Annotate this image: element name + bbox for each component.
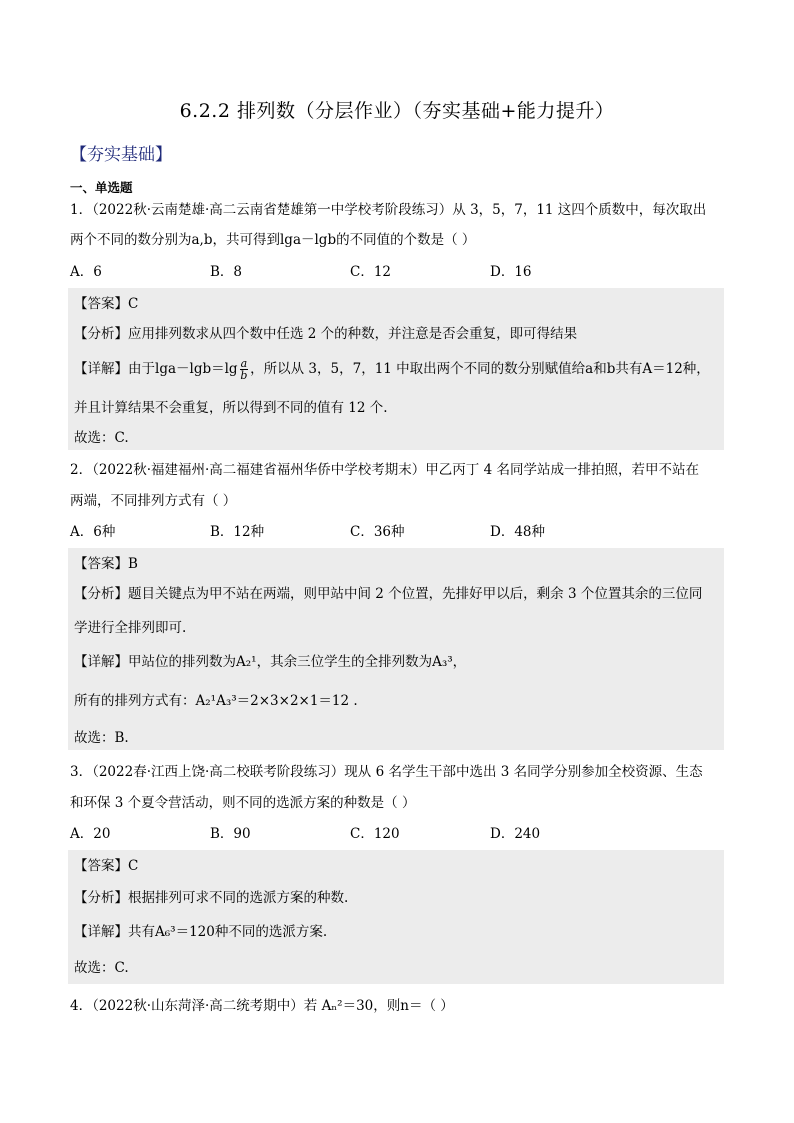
q3-option-b: B．90 <box>210 826 251 842</box>
q1-fraction <box>240 358 249 381</box>
q1-detail <box>74 358 710 381</box>
q1-detail-part-b: ，所以从 3，5，7，11 中取出两个不同的数分别赋值给a和b共有A <box>250 361 653 377</box>
q2-analysis-line2: 学进行全排列即可. <box>74 620 187 636</box>
q3-option-a: A．20 <box>70 826 111 842</box>
q2-options <box>70 522 630 542</box>
q1-analysis: 【分析】应用排列数求从四个数中任选 2 个的种数，并注意是否会重复，即可得结果 <box>74 326 578 342</box>
q4-stem-line1: 4．（2022秋·山东菏泽·高二统考期中）若 Aₙ²＝30，则n＝（ ） <box>70 998 454 1014</box>
q2-option-b: B．12种 <box>210 524 265 540</box>
q1-option-b: B．8 <box>210 264 243 280</box>
q1-solution-box <box>68 288 724 450</box>
q3-analysis: 【分析】根据排列可求不同的选派方案的种数. <box>74 890 349 906</box>
q1-option-a: A．6 <box>70 264 102 280</box>
q2-analysis-line1: 【分析】题目关键点为甲不站在两端，则甲站中间 2 个位置，先排好甲以后，剩余 3 个位置其余的三位同 <box>74 586 703 602</box>
q3-option-d: D．240 <box>490 826 541 842</box>
q2-detail-line1: 【详解】甲站位的排列数为A₂¹，其余三位学生的全排列数为A₃³， <box>74 654 467 670</box>
q1-detail-line2: 并且计算结果不会重复，所以得到不同的值有 12 个. <box>74 400 388 416</box>
q3-stem-line1: 3．（2022春·江西上饶·高二校联考阶段练习）现从 6 名学生干部中选出 3 名同学分别参加全校资源、生态 <box>70 764 703 780</box>
q1-fraction-denominator: b <box>240 369 248 382</box>
q3-detail: 【详解】共有A₆³＝120种不同的选派方案. <box>74 924 328 940</box>
page-title: 6.2.2 排列数（分层作业）（夯实基础+能力提升） <box>179 100 615 122</box>
q2-stem-line2: 两端，不同排列方式有（ ） <box>70 493 237 509</box>
q1-option-c: C．12 <box>350 264 392 280</box>
q2-solution-box <box>68 548 724 750</box>
q3-answer: 【答案】C <box>74 858 139 874</box>
q1-answer: 【答案】C <box>74 296 139 312</box>
q3-solution-box <box>68 850 724 984</box>
q3-option-c: C．120 <box>350 826 400 842</box>
q3-stem-line2: 和环保 3 个夏令营活动，则不同的选派方案的种数是（ ） <box>70 795 416 811</box>
q2-detail-line2: 所有的排列方式有：A₂¹A₃³＝2×3×2×1＝12 . <box>74 693 358 709</box>
question-type-heading: 一、单选题 <box>70 180 133 195</box>
q1-stem-line1: 1．（2022秋·云南楚雄·高二云南省楚雄第一中学校考阶段练习）从 3，5，7，11 这四个质数中，每次取出 <box>70 202 707 218</box>
q1-stem-line2: 两个不同的数分别为a,b，共可得到lga－lgb的不同值的个数是（ ） <box>70 232 476 248</box>
q1-detail-part-c: ＝12种， <box>652 361 710 377</box>
q3-options <box>70 824 630 844</box>
q2-stem-line1: 2．（2022秋·福建福州·高二福建省福州华侨中学校考期末）甲乙丙丁 4 名同学站成一排拍照，若甲不站在 <box>70 462 699 478</box>
q2-option-c: C．36种 <box>350 524 405 540</box>
q2-option-d: D．48种 <box>490 524 546 540</box>
q1-fraction-numerator: a <box>240 357 248 370</box>
q1-detail-part-a: 【详解】由于lga－lgb＝lg <box>74 361 238 377</box>
q2-answer: 【答案】B <box>74 556 138 572</box>
q1-choose: 故选：C. <box>74 430 129 446</box>
q3-choose: 故选：C. <box>74 960 129 976</box>
q1-options <box>70 262 630 282</box>
section-heading: 【夯实基础】 <box>70 145 172 165</box>
q2-option-a: A．6种 <box>70 524 116 540</box>
q1-option-d: D．16 <box>490 264 532 280</box>
q2-choose: 故选：B. <box>74 730 129 746</box>
